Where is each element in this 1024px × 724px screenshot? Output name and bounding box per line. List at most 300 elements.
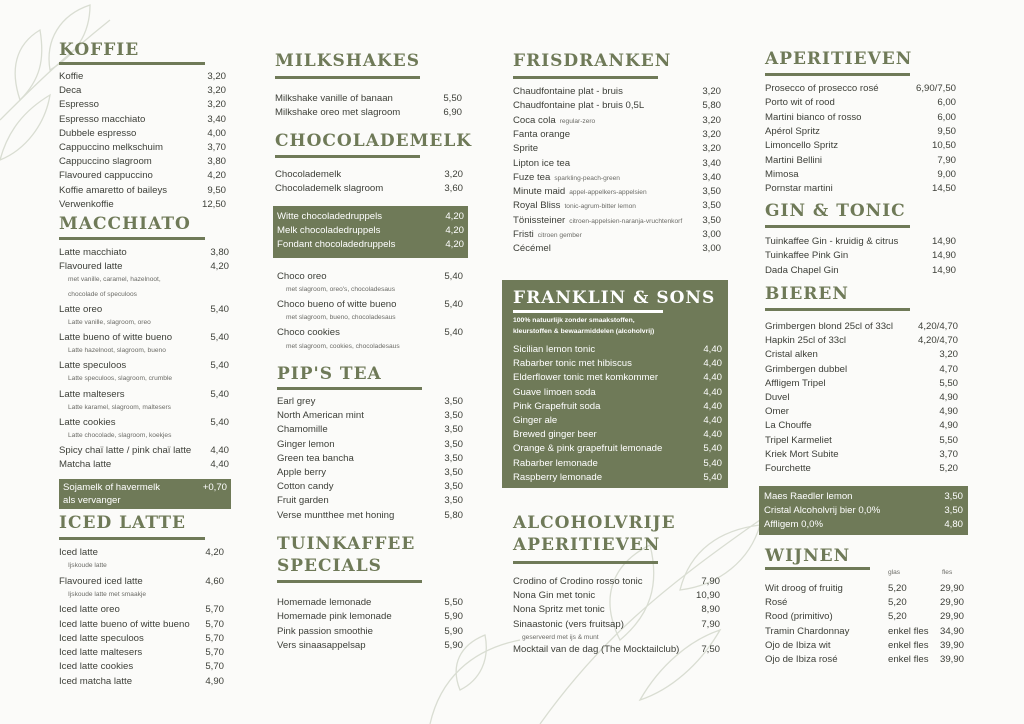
item-price: 4,40 bbox=[703, 400, 722, 412]
item-price: 5,90 bbox=[444, 625, 463, 637]
menu-item bbox=[59, 646, 224, 660]
item-price: 4,70 bbox=[939, 363, 958, 375]
item-description: chocolade of speculoos bbox=[68, 290, 137, 298]
item-name: Affligem 0,0% bbox=[764, 519, 824, 531]
item-description: met slagroom, cookies, chocoladesaus bbox=[286, 342, 400, 350]
item-name: Maes Raedler lemon bbox=[764, 491, 853, 502]
item-name: Dada Chapel Gin bbox=[765, 264, 839, 276]
menu-item bbox=[59, 331, 229, 345]
alcoholvrij-rule bbox=[513, 561, 658, 564]
menu-item bbox=[765, 96, 956, 110]
item-name: Guave limoen soda bbox=[513, 386, 596, 398]
item-price: 4,40 bbox=[210, 459, 229, 471]
menu-item bbox=[59, 84, 226, 98]
item-price: 3,20 bbox=[702, 86, 721, 97]
menu-item bbox=[513, 85, 721, 99]
tuinkaffee-title-1: TUINKAFFEE bbox=[277, 534, 416, 554]
wijnen-title: WIJNEN bbox=[765, 546, 851, 566]
item-name: Choco cookies bbox=[277, 327, 340, 339]
item-name: Matcha latte bbox=[59, 459, 112, 471]
item-name: Rabarber lemonade bbox=[513, 457, 598, 469]
item-price: 3,60 bbox=[444, 183, 463, 195]
menu-item bbox=[59, 416, 229, 430]
item-price: 5,70 bbox=[205, 604, 224, 616]
menu-item bbox=[59, 98, 226, 112]
koffie-title: KOFFIE bbox=[59, 40, 140, 60]
item-price: 3,20 bbox=[444, 169, 463, 180]
item-description: Latte chocolade, slagroom, koekjes bbox=[68, 432, 172, 439]
menu-item bbox=[513, 643, 720, 657]
item-name: Lipton ice tea bbox=[513, 157, 571, 169]
item-price: 5,40 bbox=[210, 416, 229, 428]
menu-item bbox=[765, 348, 958, 362]
milk-substitute-row bbox=[63, 481, 227, 495]
menu-item bbox=[277, 625, 463, 639]
item-price: 3,50 bbox=[702, 186, 721, 198]
item-price: 12,50 bbox=[201, 198, 226, 210]
menu-item bbox=[59, 458, 229, 472]
item-price: 3,50 bbox=[444, 495, 463, 507]
item-price: 3,40 bbox=[702, 157, 721, 169]
menu-item bbox=[513, 157, 721, 171]
milk-substitute-line1: Sojamelk of havermelk bbox=[63, 482, 161, 493]
wijnen-rule bbox=[765, 567, 870, 570]
item-name: Latte speculoos bbox=[59, 360, 127, 372]
item-name: Flavoured iced latte bbox=[59, 575, 143, 587]
item-name: Iced latte bbox=[59, 547, 98, 558]
item-price: 5,90 bbox=[444, 640, 463, 652]
menu-item bbox=[765, 235, 956, 249]
alcoholvrij-title-2: APERITIEVEN bbox=[513, 535, 661, 555]
item-name: Verse muntthee met honing bbox=[277, 509, 395, 521]
item-price: 14,90 bbox=[931, 264, 956, 276]
item-name: Mimosa bbox=[765, 168, 799, 180]
bieren-rule bbox=[765, 308, 910, 311]
menu-item bbox=[59, 575, 224, 589]
item-name: Koffie amaretto of baileys bbox=[59, 184, 168, 196]
menu-item bbox=[59, 603, 224, 617]
item-name: Milkshake vanille of banaan bbox=[275, 93, 393, 104]
item-name: Vers sinaasappelsap bbox=[277, 640, 366, 652]
franklin-title: FRANKLIN & SONS bbox=[513, 288, 716, 308]
item-name: Martini Bellini bbox=[765, 154, 823, 166]
item-name: Fuze tea sparkling-peach-green bbox=[513, 171, 620, 183]
koffie-rule bbox=[59, 62, 205, 65]
wine-glas-price: enkel fles bbox=[888, 625, 929, 637]
menu-item bbox=[765, 139, 956, 153]
item-note: appel-appelkers-appelsien bbox=[569, 189, 647, 197]
item-name: Affligem Tripel bbox=[765, 377, 826, 389]
item-name: Koffie bbox=[59, 71, 84, 82]
menu-item bbox=[513, 414, 722, 428]
item-description: met slagroom, oreo's, chocoladesaus bbox=[286, 286, 396, 294]
item-name: Pink passion smoothie bbox=[277, 625, 373, 637]
menu-item bbox=[765, 125, 956, 139]
item-price: 3,40 bbox=[702, 171, 721, 183]
franklin-box bbox=[502, 280, 728, 488]
wine-fles-price: 39,90 bbox=[940, 654, 965, 665]
item-name: Latte maltesers bbox=[59, 388, 125, 400]
item-price: 3,20 bbox=[702, 114, 721, 126]
menu-item bbox=[513, 228, 721, 243]
item-price: 4,20 bbox=[205, 547, 224, 558]
item-price: 4,20 bbox=[207, 170, 226, 182]
item-name: Nona Gin met tonic bbox=[513, 590, 596, 602]
menu-item bbox=[277, 423, 463, 437]
item-name: Crodino of Crodino rosso tonic bbox=[513, 576, 643, 587]
menu-item bbox=[765, 405, 958, 419]
menu-item bbox=[765, 111, 956, 125]
item-description: Ijskoude latte met smaakje bbox=[68, 590, 147, 598]
item-name: Fanta orange bbox=[513, 128, 571, 140]
menu-item bbox=[513, 471, 722, 485]
item-price: 5,80 bbox=[702, 100, 721, 112]
item-description: geserveerd met ijs & munt bbox=[522, 633, 599, 641]
item-name: Iced latte speculoos bbox=[59, 632, 144, 644]
item-name: Homemade lemonade bbox=[277, 597, 372, 608]
aperitieven-rule bbox=[765, 73, 910, 76]
bieren-title: BIEREN bbox=[765, 284, 849, 304]
menu-item bbox=[513, 99, 721, 113]
wine-glas-price: enkel fles bbox=[888, 654, 929, 665]
item-price: 4,00 bbox=[207, 127, 226, 139]
frisdranken-title: FRISDRANKEN bbox=[513, 51, 672, 71]
item-price: 3,80 bbox=[210, 247, 229, 258]
menu-item bbox=[765, 377, 958, 391]
menu-item bbox=[513, 575, 720, 589]
menu-item bbox=[513, 343, 722, 357]
item-name: Grimbergen blond 25cl of 33cl bbox=[765, 321, 893, 332]
alcoholvrij-title-1: ALCOHOLVRIJE bbox=[513, 513, 676, 533]
alcoholvrij-bier-box bbox=[759, 486, 968, 535]
item-note: tonic-agrum-bitter lemon bbox=[564, 203, 636, 211]
item-price: 14,90 bbox=[931, 250, 956, 262]
menu-item bbox=[765, 264, 956, 278]
item-name: Elderflower tonic met komkommer bbox=[513, 372, 659, 384]
item-name: Nona Spritz met tonic bbox=[513, 604, 605, 616]
item-name: Chocolademelk bbox=[275, 169, 342, 180]
item-price: 3,50 bbox=[444, 438, 463, 450]
chocolademelk-title: CHOCOLADEMELK bbox=[275, 131, 473, 151]
pips-tea-title: PIP'S TEA bbox=[277, 364, 382, 384]
item-price: 5,50 bbox=[939, 377, 958, 389]
item-price: 3,50 bbox=[444, 467, 463, 478]
menu-item bbox=[277, 509, 463, 523]
item-price: 4,80 bbox=[944, 519, 963, 531]
menu-item bbox=[513, 457, 722, 471]
item-note: sparkling-peach-green bbox=[554, 174, 620, 182]
wine-name: Ojo de Ibiza wit bbox=[765, 639, 831, 651]
item-description: Latte karamel, slagroom, maltesers bbox=[68, 403, 171, 411]
item-price: 7,90 bbox=[701, 618, 720, 630]
item-price: 9,50 bbox=[937, 125, 956, 137]
franklin-rule bbox=[513, 310, 663, 313]
wine-fles-price: 29,90 bbox=[940, 597, 965, 609]
item-price: 5,40 bbox=[703, 457, 722, 469]
item-price: 4,20 bbox=[210, 261, 229, 273]
menu-item bbox=[513, 618, 720, 632]
item-price: 5,70 bbox=[205, 618, 224, 630]
item-price: 3,20 bbox=[702, 128, 721, 140]
item-name: Chamomille bbox=[277, 424, 328, 436]
menu-item bbox=[513, 128, 721, 142]
iced-latte-rule bbox=[59, 537, 205, 540]
item-price: 3,00 bbox=[702, 229, 721, 240]
item-price: 5,40 bbox=[210, 331, 229, 343]
item-name: Apérol Spritz bbox=[765, 125, 820, 137]
tuinkaffee-title-2: SPECIALS bbox=[277, 556, 382, 576]
item-name: Iced latte oreo bbox=[59, 604, 120, 616]
menu-item bbox=[513, 171, 721, 186]
item-name: Melk chocoladedruppels bbox=[277, 225, 381, 237]
item-name: La Chouffe bbox=[765, 420, 812, 432]
item-price: 5,50 bbox=[443, 93, 462, 104]
item-price: 5,40 bbox=[444, 271, 463, 282]
gin-tonic-title: GIN & TONIC bbox=[765, 201, 906, 221]
macchiato-title: MACCHIATO bbox=[59, 214, 191, 234]
item-name: Earl grey bbox=[277, 396, 316, 407]
item-price: 8,90 bbox=[701, 604, 720, 616]
menu-item bbox=[764, 490, 963, 504]
menu-item bbox=[59, 444, 229, 458]
item-description: met slagroom, bueno, chocoladesaus bbox=[286, 314, 396, 322]
item-name: Cristal Alcoholvrij bier 0,0% bbox=[764, 505, 881, 517]
wine-fles-price: 39,90 bbox=[940, 639, 965, 651]
item-name: Deca bbox=[59, 85, 82, 97]
item-price: 5,70 bbox=[205, 647, 224, 659]
item-description: Latte speculoos, slagroom, crumble bbox=[68, 375, 173, 383]
item-price: 3,20 bbox=[207, 85, 226, 97]
item-price: 4,40 bbox=[703, 415, 722, 426]
menu-item bbox=[765, 154, 956, 168]
menu-item bbox=[765, 82, 956, 96]
item-price: 6,00 bbox=[937, 111, 956, 123]
menu-item bbox=[277, 438, 463, 452]
item-price: 4,20/4,70 bbox=[917, 321, 958, 332]
item-name: Tuinkaffee Gin - kruidig & citrus bbox=[765, 236, 899, 247]
choco-druppels-box bbox=[273, 206, 468, 258]
menu-item bbox=[277, 480, 463, 494]
menu-item bbox=[513, 371, 722, 385]
milkshakes-rule bbox=[275, 76, 420, 79]
menu-item bbox=[765, 249, 956, 263]
menu-item bbox=[275, 182, 463, 196]
menu-item bbox=[277, 452, 463, 466]
item-price: 3,20 bbox=[702, 143, 721, 155]
menu-item bbox=[765, 168, 956, 182]
menu-item bbox=[59, 169, 226, 183]
menu-item bbox=[275, 106, 462, 120]
menu-item bbox=[513, 214, 721, 229]
wine-name: Ojo de Ibiza rosé bbox=[765, 654, 838, 665]
item-name: Tuinkaffee Pink Gin bbox=[765, 250, 849, 262]
item-price: 14,90 bbox=[931, 236, 956, 247]
item-name: Ginger lemon bbox=[277, 438, 335, 450]
menu-item bbox=[59, 660, 224, 674]
item-name: Sinaastonic (vers fruitsap) bbox=[513, 618, 624, 630]
item-name: Grimbergen dubbel bbox=[765, 363, 848, 375]
item-price: 3,40 bbox=[207, 113, 226, 125]
item-name: Flavoured latte bbox=[59, 261, 123, 273]
item-price: 5,90 bbox=[444, 611, 463, 623]
item-name: Spicy chaï latte / pink chaï latte bbox=[59, 445, 192, 457]
item-name: Espresso macchiato bbox=[59, 113, 146, 125]
item-price: 4,20/4,70 bbox=[917, 335, 958, 347]
menu-item bbox=[59, 632, 224, 646]
item-name: Tönissteiner citroen-appelsien-naranja-vruchtenkorf bbox=[513, 214, 683, 226]
item-price: 5,40 bbox=[444, 299, 463, 311]
item-price: 3,50 bbox=[702, 214, 721, 226]
item-name: Verwenkoffie bbox=[59, 198, 114, 210]
franklin-desc-2: kleurstoffen & bewaarmiddelen (alcoholvrij) bbox=[513, 328, 655, 335]
menu-item bbox=[513, 357, 722, 371]
item-description: Latte vanille, slagroom, oreo bbox=[68, 318, 151, 326]
milk-substitute-row-2 bbox=[63, 494, 227, 508]
item-name: Apple berry bbox=[277, 467, 327, 478]
wine-name: Rood (primitivo) bbox=[765, 611, 833, 623]
menu-item bbox=[513, 589, 720, 603]
item-price: 4,20 bbox=[445, 211, 464, 222]
menu-item bbox=[765, 363, 958, 377]
wijnen-col-fles: fles bbox=[942, 569, 953, 576]
menu-item bbox=[765, 391, 958, 405]
item-name: Witte chocoladedruppels bbox=[277, 211, 383, 222]
item-price: 3,70 bbox=[207, 142, 226, 153]
item-price: 4,90 bbox=[939, 392, 958, 403]
menu-item bbox=[513, 428, 722, 442]
item-price: 7,90 bbox=[701, 576, 720, 587]
item-description: Latte hazelnoot, slagroom, bueno bbox=[68, 347, 166, 355]
item-price: 4,20 bbox=[445, 239, 464, 251]
menu-item bbox=[277, 494, 463, 508]
item-price: 3,50 bbox=[444, 481, 463, 493]
item-price: 3,50 bbox=[944, 505, 963, 517]
menu-item bbox=[59, 546, 224, 560]
pips-tea-rule bbox=[277, 387, 422, 390]
item-name: Royal Bliss tonic-agrum-bitter lemon bbox=[513, 200, 636, 212]
item-name: Chaudfontaine plat - bruis 0,5L bbox=[513, 100, 645, 112]
item-name: Martini bianco of rosso bbox=[765, 111, 862, 123]
item-price: 4,20 bbox=[445, 225, 464, 237]
menu-item bbox=[59, 127, 226, 141]
item-price: 5,40 bbox=[210, 388, 229, 400]
item-name: Iced latte cookies bbox=[59, 661, 134, 673]
item-price: 9,50 bbox=[207, 184, 226, 196]
item-name: Iced latte maltesers bbox=[59, 647, 143, 659]
menu-item bbox=[59, 184, 226, 198]
item-price: 4,40 bbox=[210, 445, 229, 457]
menu-item bbox=[59, 303, 229, 317]
menu-item bbox=[277, 224, 464, 238]
item-name: Ginger ale bbox=[513, 415, 558, 426]
item-price: 5,50 bbox=[444, 597, 463, 608]
item-price: 4,40 bbox=[703, 429, 722, 441]
wine-glas-price: 5,20 bbox=[888, 583, 907, 594]
item-price: 3,00 bbox=[702, 243, 721, 255]
wine-glas-price: enkel fles bbox=[888, 639, 929, 651]
item-name: Tripel Karmeliet bbox=[765, 434, 832, 446]
item-name: Iced latte bueno of witte bueno bbox=[59, 618, 190, 630]
menu-item bbox=[513, 142, 721, 156]
menu-item bbox=[59, 246, 229, 260]
item-note: citroen-appelsien-naranja-vruchtenkorf bbox=[569, 217, 683, 225]
item-description: Ijskoude latte bbox=[68, 562, 107, 570]
menu-item bbox=[765, 434, 958, 448]
item-name: Cappuccino slagroom bbox=[59, 156, 152, 168]
item-name: Fourchette bbox=[765, 463, 811, 474]
item-description: met vanille, caramel, hazelnoot, bbox=[68, 276, 161, 284]
item-price: 5,20 bbox=[939, 463, 958, 474]
wine-name: Wit droog of fruitig bbox=[765, 583, 843, 594]
item-note: citroen gember bbox=[537, 232, 582, 239]
item-name: Latte macchiato bbox=[59, 247, 127, 258]
item-name: Flavoured cappuccino bbox=[59, 170, 153, 182]
item-price: 6,90/7,50 bbox=[915, 83, 956, 94]
item-name: Cotton candy bbox=[277, 481, 334, 493]
item-name: Fruit garden bbox=[277, 495, 329, 507]
item-price: 4,40 bbox=[703, 386, 722, 398]
item-price: 4,90 bbox=[205, 675, 224, 687]
macchiato-rule bbox=[59, 237, 205, 240]
item-price: 3,50 bbox=[444, 452, 463, 464]
item-price: 5,70 bbox=[205, 661, 224, 673]
menu-item bbox=[513, 242, 721, 256]
wine-fles-price: 34,90 bbox=[940, 625, 965, 637]
menu-item bbox=[765, 462, 958, 476]
milk-substitute-line2: als vervanger bbox=[63, 495, 121, 506]
item-name: Fristi citroen gember bbox=[513, 229, 582, 240]
chocolademelk-rule bbox=[275, 155, 420, 158]
menu-item bbox=[765, 419, 958, 433]
item-price: 3,20 bbox=[939, 349, 958, 361]
wine-name: Rosé bbox=[765, 597, 788, 609]
item-name: Cécémel bbox=[513, 243, 551, 255]
item-name: Cristal alken bbox=[765, 349, 818, 361]
item-name: Kriek Mort Subite bbox=[765, 448, 839, 460]
menu-item bbox=[277, 326, 463, 340]
aperitieven-title: APERITIEVEN bbox=[765, 49, 913, 69]
menu-item bbox=[513, 185, 721, 200]
item-name: Duvel bbox=[765, 392, 790, 403]
item-price: 4,90 bbox=[939, 406, 958, 418]
item-price: 10,90 bbox=[695, 590, 720, 602]
menu-item bbox=[59, 618, 224, 632]
item-name: Orange & pink grapefruit lemonade bbox=[513, 443, 663, 455]
item-name: Porto wit of rood bbox=[765, 97, 835, 109]
gin-tonic-rule bbox=[765, 225, 910, 228]
wijnen-col-glas: glas bbox=[888, 569, 901, 576]
menu-item bbox=[764, 518, 963, 532]
item-name: Latte cookies bbox=[59, 416, 116, 428]
menu-item bbox=[59, 675, 224, 689]
item-price: 6,90 bbox=[443, 107, 462, 119]
menu-item bbox=[275, 92, 462, 106]
item-price: 3,20 bbox=[207, 99, 226, 111]
item-price: 4,40 bbox=[703, 372, 722, 384]
item-price: 7,50 bbox=[701, 643, 720, 655]
item-price: 5,40 bbox=[210, 360, 229, 372]
item-price: 5,40 bbox=[703, 443, 722, 455]
iced-latte-title: ICED LATTE bbox=[59, 513, 186, 533]
menu-item bbox=[59, 70, 226, 84]
item-price: 3,50 bbox=[944, 491, 963, 502]
menu-item bbox=[59, 113, 226, 127]
item-name: Chocolademelk slagroom bbox=[275, 183, 384, 195]
item-price: 9,00 bbox=[937, 168, 956, 180]
item-name: Milkshake oreo met slagroom bbox=[275, 107, 401, 119]
menu-item bbox=[277, 270, 463, 284]
item-price: 3,80 bbox=[207, 156, 226, 168]
